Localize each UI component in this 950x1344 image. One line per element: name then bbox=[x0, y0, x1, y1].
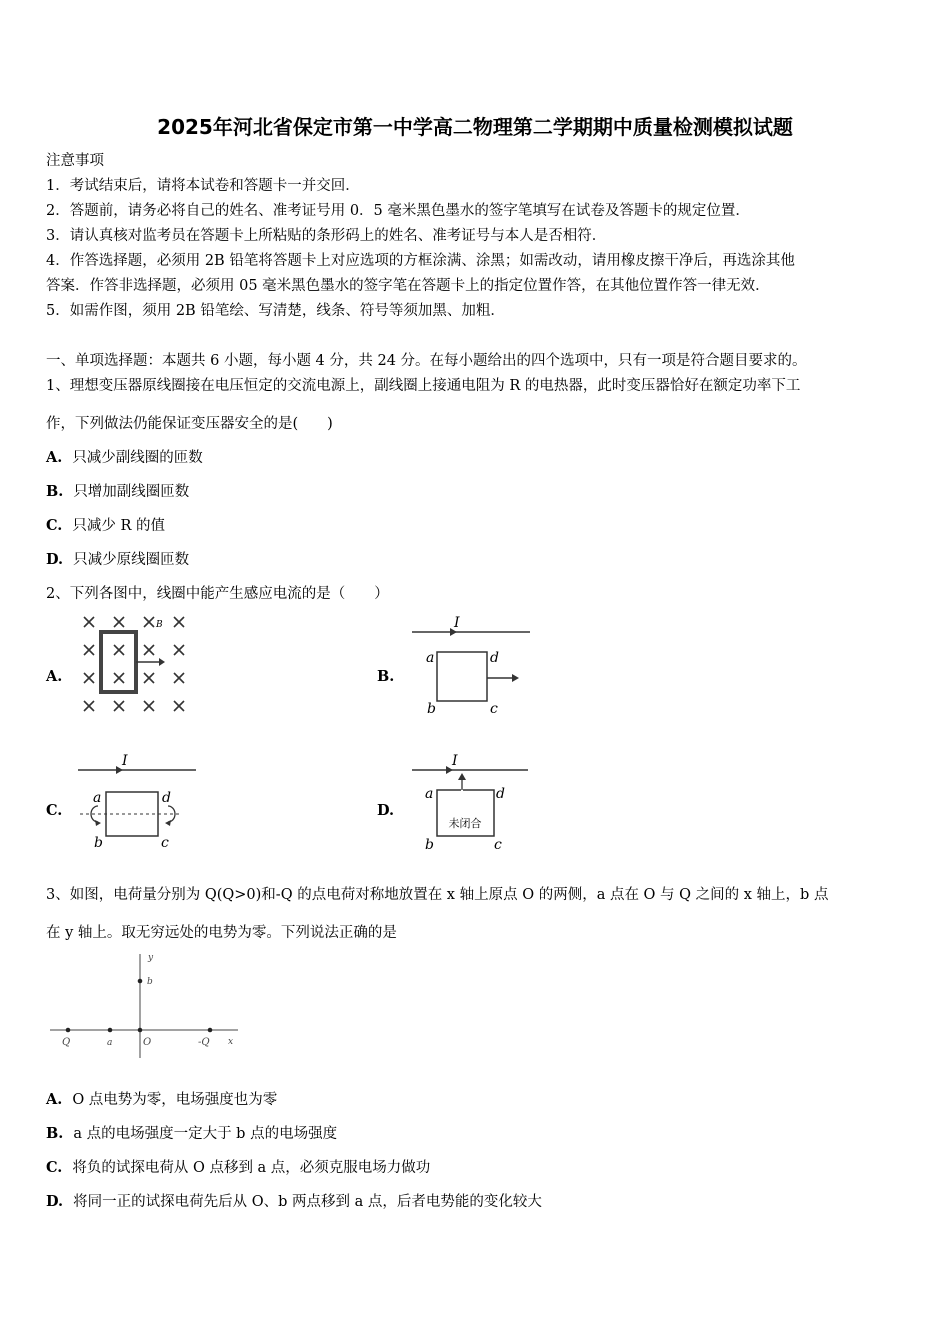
corner-b: b bbox=[94, 835, 103, 851]
option-letter: B. bbox=[46, 483, 64, 500]
figure-d-open-coil bbox=[410, 750, 540, 855]
option-letter: C. bbox=[46, 517, 63, 534]
figure-c-rotating-coil bbox=[76, 750, 206, 855]
question-3-option-b bbox=[46, 1124, 337, 1144]
question-1-option-b bbox=[46, 482, 189, 502]
figure-b-wire-coil bbox=[410, 615, 540, 715]
notice-item: 1．考试结束后，请将本试卷和答题卡一并交回． bbox=[46, 178, 360, 194]
corner-a: a bbox=[425, 786, 434, 802]
current-label: I bbox=[122, 753, 128, 769]
option-letter: A. bbox=[46, 1091, 63, 1108]
question-3-option-c bbox=[46, 1158, 430, 1178]
corner-c: c bbox=[490, 701, 498, 717]
option-letter: D. bbox=[46, 551, 64, 568]
option-letter: C. bbox=[46, 1159, 63, 1176]
corner-b: b bbox=[427, 701, 436, 717]
question-3-stem: 3、如图，电荷量分别为 Q(Q>0)和-Q 的点电荷对称地放置在 x 轴上原点 O 的两侧，a 点在 O 与 Q 之间的 x 轴上，b 点 bbox=[46, 887, 829, 903]
option-text: O 点电势为零，电场强度也为零 bbox=[72, 1092, 278, 1108]
figure-a-magnetic-field bbox=[75, 612, 195, 712]
corner-d: d bbox=[162, 790, 171, 806]
page-title: 2025年河北省保定市第一中学高二物理第二学期期中质量检测模拟试题 bbox=[157, 115, 793, 139]
axis-label-y: y bbox=[148, 953, 154, 963]
notice-item: 2．答题前，请务必将自己的姓名、准考证号用 0．5 毫米黑色墨水的签字笔填写在试卷及答题卡的规定位置． bbox=[46, 203, 750, 219]
question-2-stem: 2、下列各图中，线圈中能产生感应电流的是（ ） bbox=[46, 586, 389, 602]
figure-label-a: A. bbox=[46, 668, 63, 685]
not-closed-label: 未闭合 bbox=[448, 817, 482, 830]
question-1-stem: 作，下列做法仍能保证变压器安全的是( ) bbox=[46, 416, 333, 432]
charge-label-neg-q: -Q bbox=[198, 1037, 210, 1048]
question-3-stem: 在 y 轴上。取无穷远处的电势为零。下列说法正确的是 bbox=[46, 925, 397, 941]
question-1-option-c bbox=[46, 516, 165, 536]
question-1-option-a bbox=[46, 448, 203, 468]
notice-item: 5．如需作图，须用 2B 铅笔绘、写清楚，线条、符号等须加黑、加粗． bbox=[46, 303, 505, 319]
point-label-a: a bbox=[107, 1038, 113, 1048]
option-text: 将负的试探电荷从 O 点移到 a 点，必须克服电场力做功 bbox=[72, 1160, 431, 1176]
figure-q3-charges-axes bbox=[50, 950, 250, 1060]
option-text: a 点的电场强度一定大于 b 点的电场强度 bbox=[73, 1126, 338, 1142]
option-letter: B. bbox=[46, 1125, 64, 1142]
question-3-option-d bbox=[46, 1192, 542, 1212]
origin-label: O bbox=[143, 1037, 152, 1048]
corner-a: a bbox=[93, 790, 102, 806]
option-letter: D. bbox=[46, 1193, 64, 1210]
notice-heading: 注意事项 bbox=[46, 153, 104, 169]
point-label-b: b bbox=[147, 977, 153, 987]
question-1-stem: 1、理想变压器原线圈接在电压恒定的交流电源上，副线圈上接通电阻为 R 的电热器，此时变压器恰好在额定功率下工 bbox=[46, 378, 801, 394]
question-1-option-d bbox=[46, 550, 189, 570]
option-text: 只减少 R 的值 bbox=[72, 518, 165, 534]
charge-label-q: Q bbox=[62, 1037, 71, 1048]
option-text: 将同一正的试探电荷先后从 O、b 两点移到 a 点，后者电势能的变化较大 bbox=[73, 1194, 542, 1210]
corner-d: d bbox=[496, 786, 505, 802]
corner-c: c bbox=[494, 837, 502, 853]
axis-label-x: x bbox=[228, 1037, 234, 1047]
option-letter: A. bbox=[46, 449, 63, 466]
corner-b: b bbox=[425, 837, 434, 853]
current-label: I bbox=[454, 615, 460, 631]
section-heading: 一、单项选择题：本题共 6 小题，每小题 4 分，共 24 分。在每小题给出的四个选项中，只有一项是符合题目要求的。 bbox=[46, 353, 807, 369]
notice-item: 答案．作答非选择题，必须用 05 毫米黑色墨水的签字笔在答题卡上的指定位置作答，在其他位置作答一律无效． bbox=[46, 278, 770, 294]
notice-item: 3．请认真核对监考员在答题卡上所粘贴的条形码上的姓名、准考证号与本人是否相符． bbox=[46, 228, 607, 244]
figure-label-d: D. bbox=[377, 802, 395, 819]
corner-d: d bbox=[490, 650, 499, 666]
corner-c: c bbox=[161, 835, 169, 851]
question-3-option-a bbox=[46, 1090, 277, 1110]
corner-a: a bbox=[426, 650, 435, 666]
field-label-b: B bbox=[156, 620, 163, 630]
figure-label-b: B. bbox=[377, 668, 395, 685]
option-text: 只减少副线圈的匝数 bbox=[72, 450, 203, 466]
current-label: I bbox=[452, 753, 458, 769]
option-text: 只减少原线圈匝数 bbox=[73, 552, 190, 568]
figure-label-c: C. bbox=[46, 802, 63, 819]
option-text: 只增加副线圈匝数 bbox=[73, 484, 190, 500]
notice-item: 4．作答选择题，必须用 2B 铅笔将答题卡上对应选项的方框涂满、涂黑；如需改动，请用橡皮擦干净后，再选涂其他 bbox=[46, 253, 795, 269]
